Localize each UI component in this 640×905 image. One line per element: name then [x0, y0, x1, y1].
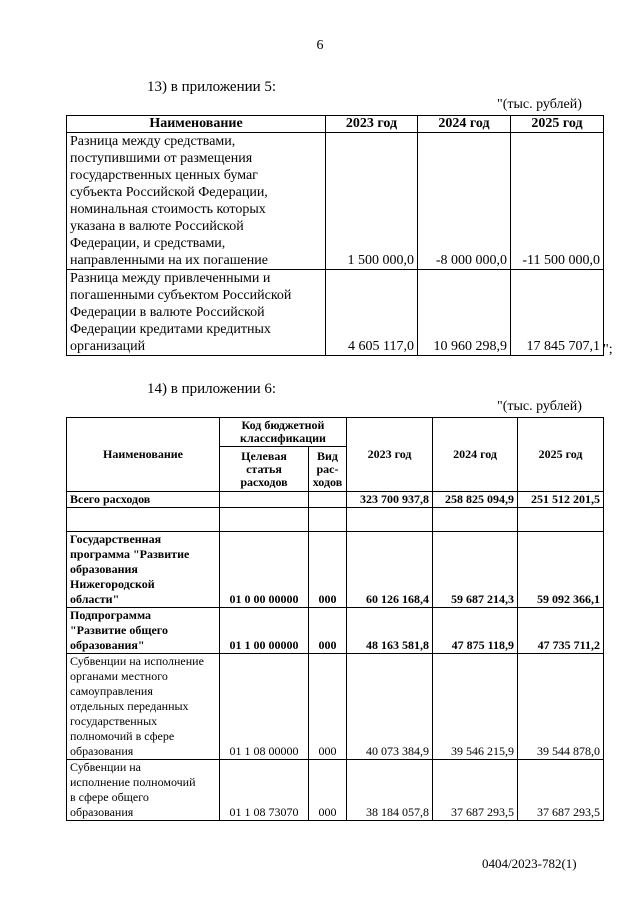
value-2024: [433, 508, 518, 532]
section-14-heading: 14) в приложении 6:: [147, 381, 277, 397]
section-13-unit-label: "(тыс. рублей): [497, 97, 582, 112]
appendix-5-table: [66, 115, 604, 356]
value-2025: 37 687 293,5: [518, 760, 604, 821]
value-2025: 39 544 878,0: [518, 654, 604, 760]
value-2023: 60 126 168,4: [347, 532, 433, 608]
expense-kind: [309, 492, 347, 508]
header-2025: 2025 год: [511, 116, 604, 133]
table-header-row: [67, 116, 604, 133]
value-2025: 47 735 711,2: [518, 608, 604, 654]
page-number: 6: [316, 38, 324, 53]
value-2025: 17 845 707,1: [511, 270, 604, 356]
row-name: Подпрограмма "Развитие общего образования": [67, 608, 220, 654]
header-2025: 2025 год: [518, 418, 604, 492]
expense-kind: 000: [309, 532, 347, 608]
target-article: [220, 492, 309, 508]
table-row: [67, 760, 604, 821]
value-2025: 251 512 201,5: [518, 492, 604, 508]
header-expense-kind: Вид рас- ходов: [309, 447, 347, 492]
value-2025: 59 092 366,1: [518, 532, 604, 608]
appendix-6-table: [66, 417, 604, 821]
value-2025: [518, 508, 604, 532]
value-2024: 258 825 094,9: [433, 492, 518, 508]
section-13-closing-quote: ";: [603, 342, 613, 357]
table-row: [67, 270, 604, 356]
expense-kind: 000: [309, 760, 347, 821]
row-name: Субвенции на исполнение полномочий в сфере общего образования: [67, 760, 220, 821]
row-name: Государственная программа "Развитие образования Нижегородской области": [67, 532, 220, 608]
header-2024: 2024 год: [433, 418, 518, 492]
target-article: [220, 508, 309, 532]
target-article: 01 1 00 00000: [220, 608, 309, 654]
section-13-heading: 13) в приложении 5:: [147, 79, 277, 95]
value-2025: -11 500 000,0: [511, 133, 604, 270]
table-row: [67, 133, 604, 270]
table-header-row: [67, 418, 604, 447]
value-2024: 47 875 118,9: [433, 608, 518, 654]
expense-kind: 000: [309, 654, 347, 760]
row-name: [67, 508, 220, 532]
header-name: Наименование: [67, 116, 326, 133]
table-row: [67, 532, 604, 608]
table-row: [67, 508, 604, 532]
row-name: Субвенции на исполнение органами местного самоуправления отдельных переданных государственных полномочий в сфере образования: [67, 654, 220, 760]
value-2024: 10 960 298,9: [418, 270, 511, 356]
value-2023: 40 073 384,9: [347, 654, 433, 760]
row-name: Разница между привлеченными и погашенными субъектом Российской Федерации в валюте Российской Федерации кредитами кредитных организаций: [67, 270, 326, 356]
header-name: Наименование: [67, 418, 220, 492]
header-target-article: Целевая статья расходов: [220, 447, 309, 492]
value-2024: 59 687 214,3: [433, 532, 518, 608]
header-2023: 2023 год: [326, 116, 418, 133]
header-2024: 2024 год: [418, 116, 511, 133]
table-row: [67, 608, 604, 654]
value-2023: 38 184 057,8: [347, 760, 433, 821]
target-article: 01 0 00 00000: [220, 532, 309, 608]
section-14-unit-label: "(тыс. рублей): [497, 399, 582, 414]
value-2023: 48 163 581,8: [347, 608, 433, 654]
table-row: [67, 654, 604, 760]
value-2024: -8 000 000,0: [418, 133, 511, 270]
value-2024: 39 546 215,9: [433, 654, 518, 760]
row-name: Разница между средствами, поступившими от размещения государственных ценных бумаг субъекта Российской Федерации, номинальная стоимость которых указана в валюте Российской Федерации, и средствами, направленными на их погашение: [67, 133, 326, 270]
value-2023: 323 700 937,8: [347, 492, 433, 508]
value-2024: 37 687 293,5: [433, 760, 518, 821]
value-2023: [347, 508, 433, 532]
target-article: 01 1 08 73070: [220, 760, 309, 821]
header-code-group: Код бюджетной классификации: [220, 418, 347, 447]
expense-kind: 000: [309, 608, 347, 654]
table-row: [67, 492, 604, 508]
target-article: 01 1 08 00000: [220, 654, 309, 760]
row-name: Всего расходов: [67, 492, 220, 508]
document-number: 0404/2023-782(1): [482, 856, 577, 871]
expense-kind: [309, 508, 347, 532]
header-2023: 2023 год: [347, 418, 433, 492]
value-2023: 1 500 000,0: [326, 133, 418, 270]
value-2023: 4 605 117,0: [326, 270, 418, 356]
